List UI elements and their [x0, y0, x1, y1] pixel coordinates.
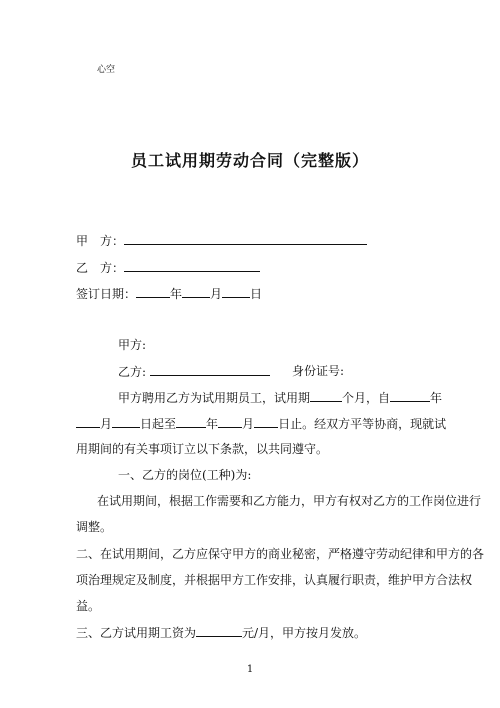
party-b-blank — [124, 259, 260, 272]
probation-months-blank — [310, 389, 342, 402]
end-day-blank — [254, 415, 278, 428]
para1-text-b: 个月，自 — [342, 391, 391, 405]
section1-body-line1: 在试用期间，根据工作需要和乙方能力，甲方有权对乙方的工作岗位进行 — [97, 494, 482, 508]
para1-text-c: 年 — [430, 391, 443, 405]
party-a-blank — [124, 232, 367, 245]
section2-line1: 二、在试用期间，乙方应保守甲方的商业秘密，严格遵守劳动纪律和甲方的各 — [76, 547, 485, 561]
sign-month-label: 月 — [210, 287, 223, 301]
para1-text-e: 日起至 — [140, 417, 177, 431]
party-b-line — [76, 259, 260, 276]
page-number: 1 — [246, 664, 254, 675]
page-title: 员工试用期劳动合同（完整版） — [130, 151, 369, 170]
section1-heading: 一、乙方的岗位(工种)为: — [118, 468, 252, 482]
section2-line2: 项治理规定及制度，并根据甲方工作安排，认真履行职责，维护甲方合法权 — [76, 573, 473, 587]
end-year-blank — [176, 415, 206, 428]
para1-line1 — [118, 389, 442, 406]
body-party-b-blank — [150, 363, 270, 376]
body-party-a: 甲方: — [118, 338, 147, 352]
body-party-b-label: 乙方: — [118, 365, 147, 379]
end-month-blank — [218, 415, 242, 428]
section1-body-line2: 调整。 — [76, 520, 113, 534]
para1-text-d: 月 — [100, 417, 113, 431]
id-number-label: 身份证号: — [292, 364, 345, 378]
sign-date-line — [76, 285, 262, 302]
section3-text-a: 三、乙方试用期工资为 — [76, 626, 197, 640]
party-a-label: 甲 方： — [76, 234, 125, 248]
para1-text-g: 月 — [242, 417, 255, 431]
para1-text-f: 年 — [206, 417, 219, 431]
corner-text: 心空 — [97, 65, 116, 75]
sign-day-blank — [222, 285, 250, 298]
start-month-blank — [76, 415, 100, 428]
para1-line2 — [76, 415, 446, 432]
body-party-b-line — [118, 363, 270, 380]
start-year-blank — [390, 389, 430, 402]
sign-day-label: 日 — [250, 287, 263, 301]
section2-line3: 益。 — [76, 599, 101, 613]
sign-year-blank — [136, 285, 170, 298]
sign-year-label: 年 — [170, 287, 183, 301]
salary-blank — [196, 624, 242, 637]
party-a-line — [76, 232, 367, 249]
start-day-blank — [112, 415, 140, 428]
sign-date-label: 签订日期： — [76, 287, 137, 301]
para1-text-h: 日止。经双方平等协商，现就试 — [278, 417, 447, 431]
para1-line3: 用期间的有关事项订立以下条款，以共同遵守。 — [76, 442, 329, 456]
sign-month-blank — [182, 285, 210, 298]
party-b-label: 乙 方： — [76, 261, 125, 275]
section3-line — [76, 624, 366, 641]
section3-text-b: 元/月，甲方按月发放。 — [242, 626, 367, 640]
para1-text-a: 甲方聘用乙方为试用期员工，试用期 — [118, 391, 311, 405]
